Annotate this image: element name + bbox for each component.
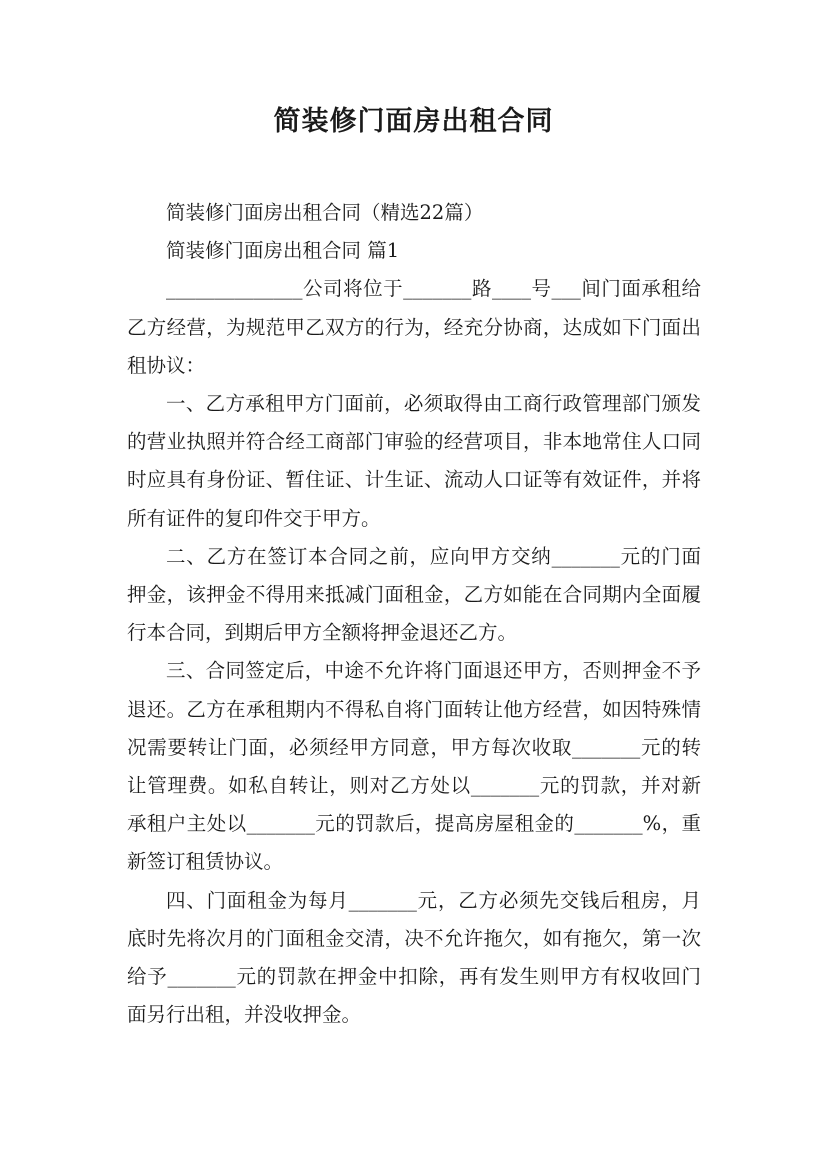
document-body <box>127 194 701 1034</box>
document-title: 简装修门面房出租合同 <box>273 106 554 137</box>
section-heading: 简装修门面房出租合同 篇1 <box>166 239 400 263</box>
document-subtitle: 简装修门面房出租合同（精选22篇） <box>166 201 484 224</box>
clause-4: 四、门面租金为每月_______元，乙方必须先交钱后租房，月底时先将次月的门面租金交清，决不允许拖欠，如有拖欠，第一次给予_______元的罚款在押金中扣除，再有发生则甲方有权收回门面另行出租，并没收押金。 <box>127 888 701 1027</box>
clause-3: 三、合同签定后，中途不允许将门面退还甲方，否则押金不予退还。乙方在承租期内不得私自将门面转让他方经营，如因特殊情况需要转让门面，必须经甲方同意，甲方每次收取_______元的转让管理费。如私自转让，则对乙方处以_______元的罚款，并对新承租户主处以_______元的罚款后，提高房屋租金的_______%，重新签订租赁协议。 <box>127 659 701 874</box>
clause-1: 一、乙方承租甲方门面前，必须取得由工商行政管理部门颁发的营业执照并符合经工商部门审验的经营项目，非本地常住人口同时应具有身份证、暂住证、计生证、流动人口证等有效证件，并将所有证件的复印件交于甲方。 <box>127 392 701 530</box>
paragraph-intro: ______________公司将位于_______路____号___间门面承租给乙方经营，为规范甲乙双方的行为，经充分协商，达成如下门面出租协议： <box>127 277 701 377</box>
clause-2: 二、乙方在签订本合同之前，应向甲方交纳_______元的门面押金，该押金不得用来抵减门面租金，乙方如能在合同期内全面履行本合同，到期后甲方全额将押金退还乙方。 <box>127 544 701 645</box>
